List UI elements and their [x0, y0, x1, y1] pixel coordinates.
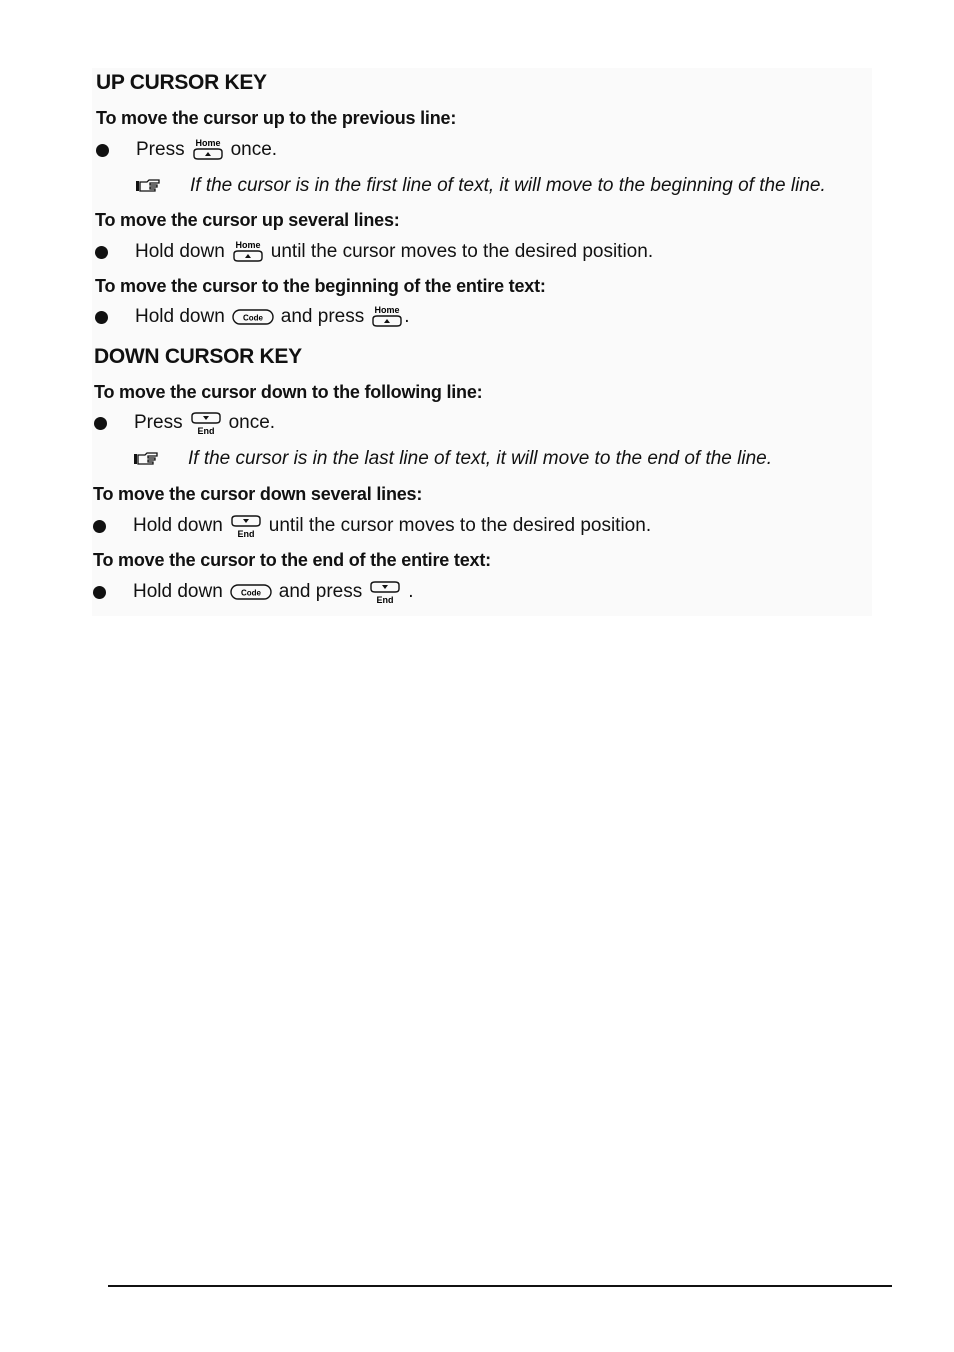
- svg-text:Code: Code: [240, 588, 261, 598]
- code-key-icon: [229, 582, 273, 602]
- bullet-icon: [95, 246, 108, 259]
- home-up-key-icon: [231, 240, 265, 264]
- list-item: Hold down Code and press Home .: [95, 305, 410, 329]
- svg-text:End: End: [376, 595, 394, 605]
- subheading-up-beginning: To move the cursor to the beginning of the entire text:: [95, 276, 546, 296]
- subheading-down-following-line: To move the cursor down to the following line:: [94, 382, 483, 402]
- bullet-icon: [95, 311, 108, 324]
- bullet-icon: [96, 144, 109, 157]
- end-down-key-icon: [229, 513, 263, 539]
- svg-text:End: End: [197, 426, 215, 436]
- svg-text:Home: Home: [235, 240, 261, 250]
- svg-text:Code: Code: [242, 313, 263, 323]
- subheading-up-several-lines: To move the cursor up several lines:: [95, 210, 400, 230]
- end-down-key-icon: [368, 579, 402, 605]
- home-up-key-icon: [370, 305, 404, 329]
- code-key-icon: [231, 307, 275, 327]
- note: If the cursor is in the last line of text, it will move to the end of the line.: [133, 448, 772, 470]
- note: If the cursor is in the first line of text, it will move to the beginning of the line.: [135, 175, 826, 197]
- bullet-icon: [93, 586, 106, 599]
- section-heading-down: DOWN CURSOR KEY: [94, 345, 302, 368]
- pointing-hand-icon: [133, 451, 159, 467]
- pointing-hand-icon: [135, 178, 161, 194]
- list-item: Hold down Home until the cursor moves to the desired position.: [95, 240, 653, 264]
- section-heading-up: UP CURSOR KEY: [96, 71, 267, 94]
- footer-rule: [108, 1285, 892, 1287]
- list-item: Press Home once.: [96, 138, 277, 162]
- svg-text:Home: Home: [195, 138, 221, 148]
- subheading-down-several-lines: To move the cursor down several lines:: [93, 484, 423, 504]
- svg-text:Home: Home: [374, 305, 400, 315]
- list-item: Press End once.: [94, 410, 275, 436]
- bullet-icon: [94, 417, 107, 430]
- svg-text:End: End: [237, 529, 255, 539]
- end-down-key-icon: [189, 410, 223, 436]
- home-up-key-icon: [191, 138, 225, 162]
- list-item: Hold down End until the cursor moves to the desired position.: [93, 513, 651, 539]
- bullet-icon: [93, 520, 106, 533]
- subheading-up-previous-line: To move the cursor up to the previous line:: [96, 108, 457, 128]
- list-item: Hold down Code and press End .: [93, 579, 414, 605]
- subheading-down-end: To move the cursor to the end of the entire text:: [93, 550, 491, 570]
